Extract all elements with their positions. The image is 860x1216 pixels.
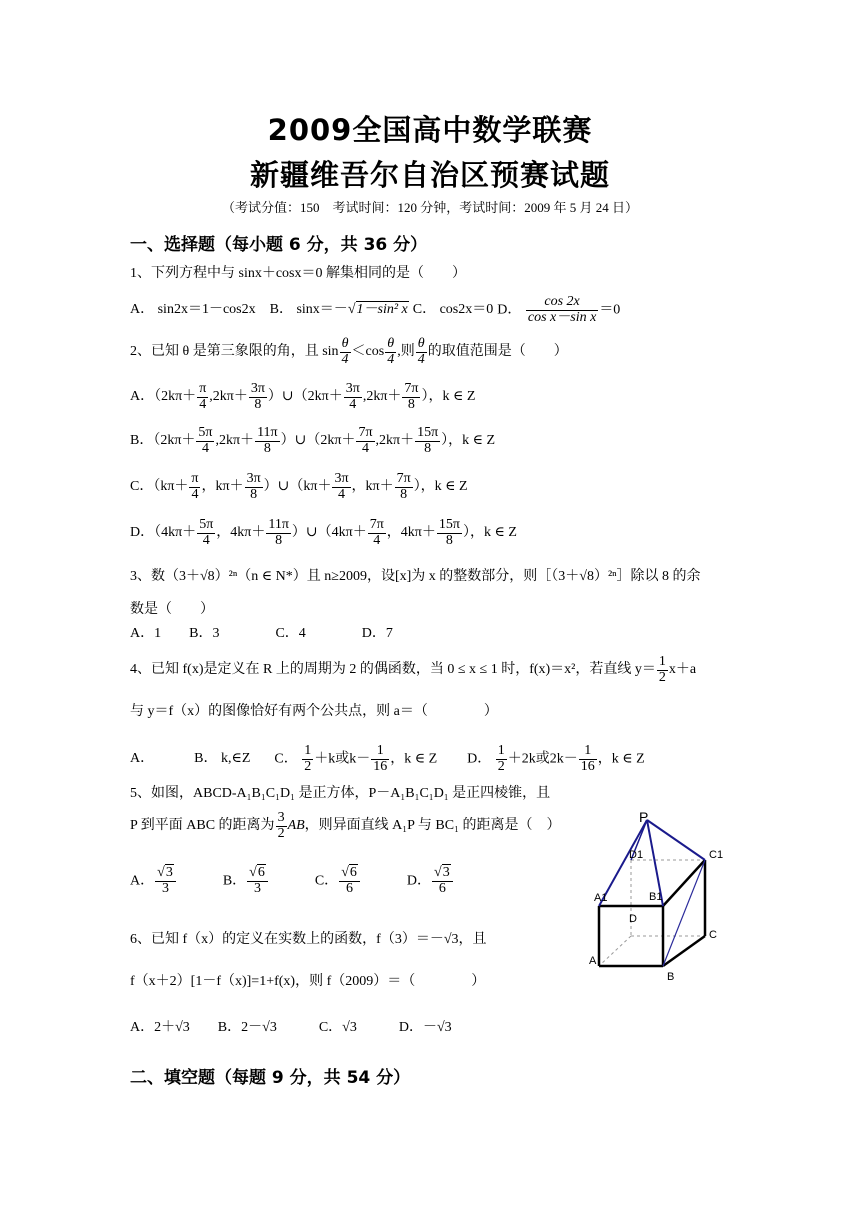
label-D1: D1: [629, 849, 644, 861]
q5-option-c: C． $\frac{√6}{6}$: [315, 866, 361, 896]
label-A1: A1: [594, 892, 608, 904]
exam-info: （考试分值：150 考试时间：120 分钟，考试时间：2009 年 5 月 24 日）: [221, 200, 638, 215]
q2-option-d: D．（4kπ＋ $\frac{5\pi}{4}$ ，4kπ＋ $\frac{11\pi}{8}$ ）∪（4kπ＋ $\frac{7\pi}{4}$ ，4kπ＋ $\frac{15\pi}{8}$ ），k ∈ Z: [130, 516, 517, 548]
q5-option-d: D． $\frac{√3}{6}$: [407, 866, 454, 896]
q3-stem-line2: 数是（ ）: [130, 602, 214, 617]
label-C1: C1: [709, 849, 724, 861]
q5-options: [130, 858, 454, 904]
q2-option-a: A．（2kπ＋ $\frac{\pi}{4}$ ,2kπ＋ $\frac{3\pi}{8}$ ）∪（2kπ＋ $\frac{3\pi}{4}$ ,2kπ＋ $\frac{7\pi}{8}$ ），k ∈ Z: [130, 380, 476, 412]
q3-stem-line1: 3、数（3＋√8）²ⁿ（n ∈ N*）且 n≥2009，设[x]为 x 的整数部分，则［（3＋√8）²ⁿ］除以 8 的余: [130, 569, 701, 584]
q2-stem: 2、已知 θ 是第三象限的角，且 sin $\frac{\theta}{4}$ ＜cos $\frac{\theta}{4}$ ,则 $\frac{\theta}{4}$ 的取值范围是（ ）: [130, 335, 568, 367]
q2-option-c: C．（kπ＋ $\frac{\pi}{4}$ ，kπ＋ $\frac{3\pi}{8}$ ）∪（kπ＋ $\frac{3\pi}{4}$ ，kπ＋ $\frac{7\pi}{8}$ ），k ∈ Z: [130, 470, 468, 502]
label-C: C: [709, 929, 717, 941]
cube-pyramid-figure: [585, 808, 735, 988]
q1-options: [130, 290, 620, 330]
q4-stem-line1: 4、已知 f(x)是定义在 R 上的周期为 2 的偶函数，当 0 ≤ x ≤ 1 时，f(x)＝x²，若直线 y＝ $\frac{1}{2}$ x＋a: [130, 653, 697, 685]
q4-option-b: B． k,∈Z: [194, 751, 251, 766]
q6-options: A．2＋√3 B．2－√3 C．√3 D．－√3: [130, 1020, 452, 1035]
label-A: A: [589, 955, 597, 967]
label-B1: B1: [649, 891, 663, 903]
q1-option-a: A． sin2x＝1－cos2x: [130, 302, 256, 317]
q1-option-d: D． $\frac{\cos 2x}{\text{cos x－sin x}}$ ＝0: [497, 293, 621, 325]
q4-option-a: A．: [130, 751, 155, 766]
q5-stem-line1: 5、如图，ABCD-A₁B₁C₁D₁ 是正方体，P－A₁B₁C₁D₁ 是正四棱锥，且: [130, 786, 551, 801]
q5-option-b: B． $\frac{√6}{3}$: [223, 866, 269, 896]
page-subtitle: 新疆维吾尔自治区预赛试题: [249, 158, 610, 192]
q6-stem-line2: f（x＋2）[1－f（x)]=1+f(x)，则 f（2009）＝（ ）: [130, 974, 486, 989]
q4-options: [130, 738, 645, 780]
q1-option-c: C． cos2x＝0: [412, 302, 494, 317]
q4-option-d: D． $\frac{1}{2}$ ＋2k或2k－ $\frac{1}{16}$ ，k ∈ Z: [467, 742, 645, 774]
section-heading-choice: 一、选择题（每小题 6 分，共 36 分）: [130, 235, 428, 255]
q4-stem-line2: 与 y＝f（x）的图像恰好有两个公共点，则 a＝（ ）: [130, 704, 498, 719]
label-B: B: [667, 971, 675, 983]
q2-option-b: B．（2kπ＋ $\frac{5\pi}{4}$ ,2kπ＋ $\frac{11\pi}{8}$ ）∪（2kπ＋ $\frac{7\pi}{4}$ ,2kπ＋ $\frac{15\pi}{8}$ ），k ∈ Z: [130, 424, 496, 456]
q5-option-a: A． $\frac{√3}{3}$: [130, 866, 177, 896]
q6-stem-line1: 6、已知 f（x）的定义在实数上的函数，f（3）＝－√3，且: [130, 932, 487, 947]
q1-stem: 1、下列方程中与 sinx＋cosx＝0 解集相同的是（ ）: [130, 266, 466, 281]
page-title: 2009全国高中数学联赛: [267, 113, 593, 147]
q3-options: A．1 B．3 C．4 D．7: [130, 626, 393, 641]
section-heading-fill: 二、填空题（每题 9 分，共 54 分）: [130, 1068, 411, 1088]
q1-option-b: B． sinx＝－√1－sin² x: [269, 302, 408, 317]
q4-option-c: C． $\frac{1}{2}$ ＋k或k－ $\frac{1}{16}$ ，k ∈ Z: [274, 742, 438, 774]
label-P: P: [639, 809, 649, 825]
q5-stem-line2: P 到平面 ABC 的距离为 $\frac{3}{2}$ AB ，则异面直线 A₁P 与 BC₁ 的距离是（ ）: [130, 809, 561, 841]
label-D: D: [629, 913, 637, 925]
